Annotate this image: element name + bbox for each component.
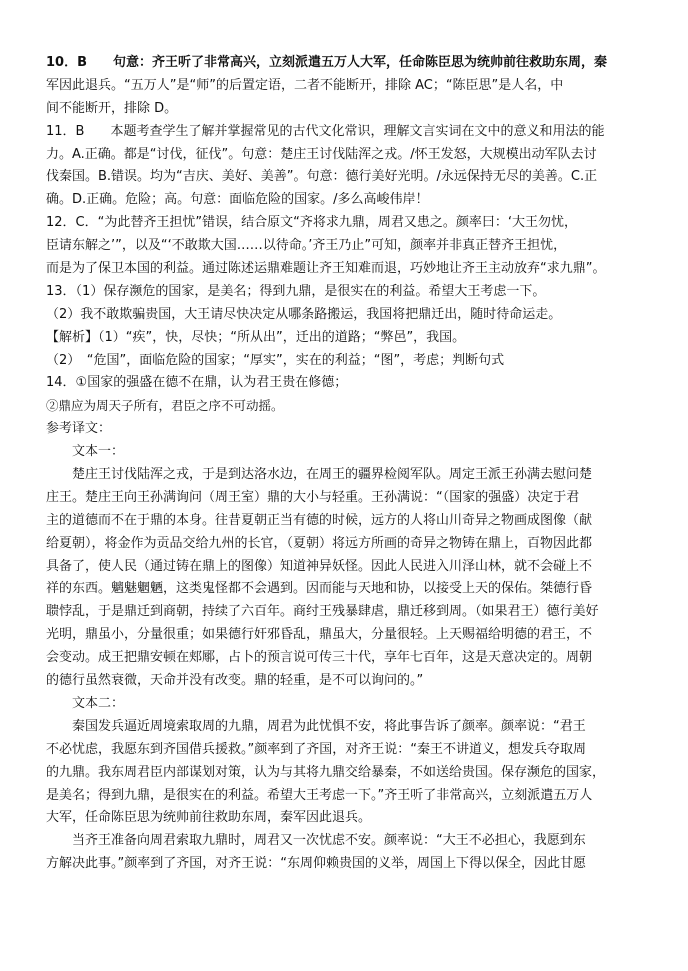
answer-13-analysis-line-2: （2） “危国”，面临危险的国家；“厚实”，实在的利益；“图”，考虑；判断句式 bbox=[46, 352, 505, 368]
text-two-paragraph-line: 不必忧虑，我愿东到齐国借兵援救。”颜率到了齐国，对齐王说：“秦王不讲道义，想发兵夺取周 bbox=[46, 741, 586, 757]
text-one-paragraph-line: 楚庄王讨伐陆浑之戎，于是到达洛水边，在周王的疆界检阅军队。周定王派王孙满去慰问楚 bbox=[72, 467, 593, 483]
answer-10-line-1: 10．B 句意：齐王听了非常高兴，立刻派遣五万人大军，任命陈臣思为统帅前往救助东周，秦 bbox=[46, 55, 608, 70]
text-two-paragraph-line: 秦国发兵逼近周境索取周的九鼎，周君为此忧惧不安，将此事告诉了颜率。颜率说：“君王 bbox=[72, 718, 586, 734]
text-two-paragraph-line: 是美名；得到九鼎，是很实在的利益。希望大王考虑一下。”齐王听了非常高兴，立刻派遣五万人 bbox=[46, 787, 593, 803]
text-one-paragraph-line: 的德行虽然衰微，天命并没有改变。鼎的轻重，是不可以询问的。” bbox=[46, 673, 424, 689]
answer-11-line-2: 力。A.正确。都是“讨伐，征伐”。句意：楚庄王讨伐陆浑之戎。/怀王发怒，大规模出动军队去讨 bbox=[46, 146, 597, 162]
text-one-paragraph-line: 祥的东西。魑魅魍魉，这类鬼怪都不会遇到。因而能与天地和协，以接受上天的保佑。桀德行昏 bbox=[46, 581, 593, 597]
answer-10-line-3: 间不能断开，排除 D。 bbox=[46, 100, 178, 116]
answer-12-line-2: 臣请东解之’”，以及“‘不敢欺大国……以待命。’齐王乃止”可知，颜率并非真正替齐王担忧， bbox=[46, 238, 567, 254]
answer-11-line-3: 伐秦国。B.错误。均为“吉庆、美好、美善”。句意：德行美好光明。/永远保持无尽的美善。C.正 bbox=[46, 169, 598, 185]
answer-13-line-1: 13．（1）保存濒危的国家，是美名；得到九鼎，是很实在的利益。希望大王考虑一下。 bbox=[46, 283, 546, 299]
text-one-paragraph-line: 给夏朝），将金作为贡品交给九州的长官，（夏朝）将远方所画的奇异之物铸在鼎上，百物因此都 bbox=[46, 535, 593, 551]
answer-14-line-2: ②鼎应为周天子所有，君臣之序不可动摇。 bbox=[46, 398, 284, 414]
text-one-paragraph-line: 会变动。成王把鼎安顿在郏鄏，占卜的预言说可传三十代，享年七百年，这是天意决定的。周朝 bbox=[46, 650, 593, 666]
text-one-paragraph-line: 庄王。楚庄王向王孙满询问（周王室）鼎的大小与轻重。王孙满说：“（国家的强盛）决定于君 bbox=[46, 489, 580, 505]
text-one-paragraph-line: 具备了，使人民（通过铸在鼎上的图像）知道神异妖怪。因此人民进入川泽山林，就不会碰上不 bbox=[46, 558, 593, 574]
text-two-paragraph-line: 大军，任命陈臣思为统帅前往救助东周，秦军因此退兵。 bbox=[46, 810, 372, 826]
text-two-paragraph-line: 方解决此事。”颜率到了齐国，对齐王说：“东周仰赖贵国的义举，周国上下得以保全，因此甘愿 bbox=[46, 856, 586, 872]
text-one-paragraph-line: 主的道德而不在于鼎的本身。往昔夏朝正当有德的时候，远方的人将山川奇异之物画成图像（献 bbox=[46, 512, 593, 528]
reference-translation-heading: 参考译文： bbox=[46, 421, 112, 437]
answer-11-line-1: 11．B 本题考查学生了解并掌握常见的古代文化常识，理解文言实词在文中的意义和用法的能 bbox=[46, 123, 605, 139]
text-two-paragraph-line: 当齐王准备向周君索取九鼎时，周君又一次忧虑不安。颜率说：“大王不必担心，我愿到东 bbox=[72, 833, 586, 849]
answer-11-line-4: 确。D.正确。危险；高。句意：面临危险的国家。/多么高峻伟岸！ bbox=[46, 192, 429, 208]
text-two-paragraph-line: 的九鼎。我东周君臣内部谋划对策，认为与其将九鼎交给暴秦，不如送给贵国。保存濒危的国家， bbox=[46, 764, 606, 780]
document-page bbox=[46, 52, 652, 876]
answer-14-line-1: 14．①国家的强盛在德不在鼎，认为君王贵在修德； bbox=[46, 375, 348, 391]
text-one-paragraph-line: 光明，鼎虽小，分量很重；如果德行奸邪昏乱，鼎虽大，分量很轻。上天赐福给明德的君王，不 bbox=[46, 627, 593, 643]
text-one-paragraph-line: 聩悖乱，于是鼎迁到商朝，持续了六百年。商纣王残暴肆虐，鼎迁移到周。（如果君王）德行美好 bbox=[46, 604, 599, 620]
answer-13-line-2: （2）我不敢欺骗贵国，大王请尽快决定从哪条路搬运，我国将把鼎迁出，随时待命运走。 bbox=[46, 306, 562, 322]
answer-10-line-2: 军因此退兵。“五万人”是“师”的后置定语，二者不能断开，排除 AC；“陈臣思”是人名，中 bbox=[46, 77, 564, 93]
text-one-heading: 文本一： bbox=[72, 444, 125, 460]
text-two-heading: 文本二： bbox=[72, 695, 125, 711]
answer-12-line-3: 而是为了保卫本国的利益。通过陈述运鼎难题让齐王知难而退，巧妙地让齐王主动放弃“求九鼎”。 bbox=[46, 261, 606, 277]
answer-13-analysis-line-1: 【解析】（1）“疾”，快，尽快；“所从出”，迁出的道路；“弊邑”，我国。 bbox=[46, 329, 466, 345]
answer-12-line-1: 12．C．“为此替齐王担忧”错误，结合原文“齐将求九鼎，周君又患之。颜率曰：‘大王勿忧， bbox=[46, 215, 577, 231]
